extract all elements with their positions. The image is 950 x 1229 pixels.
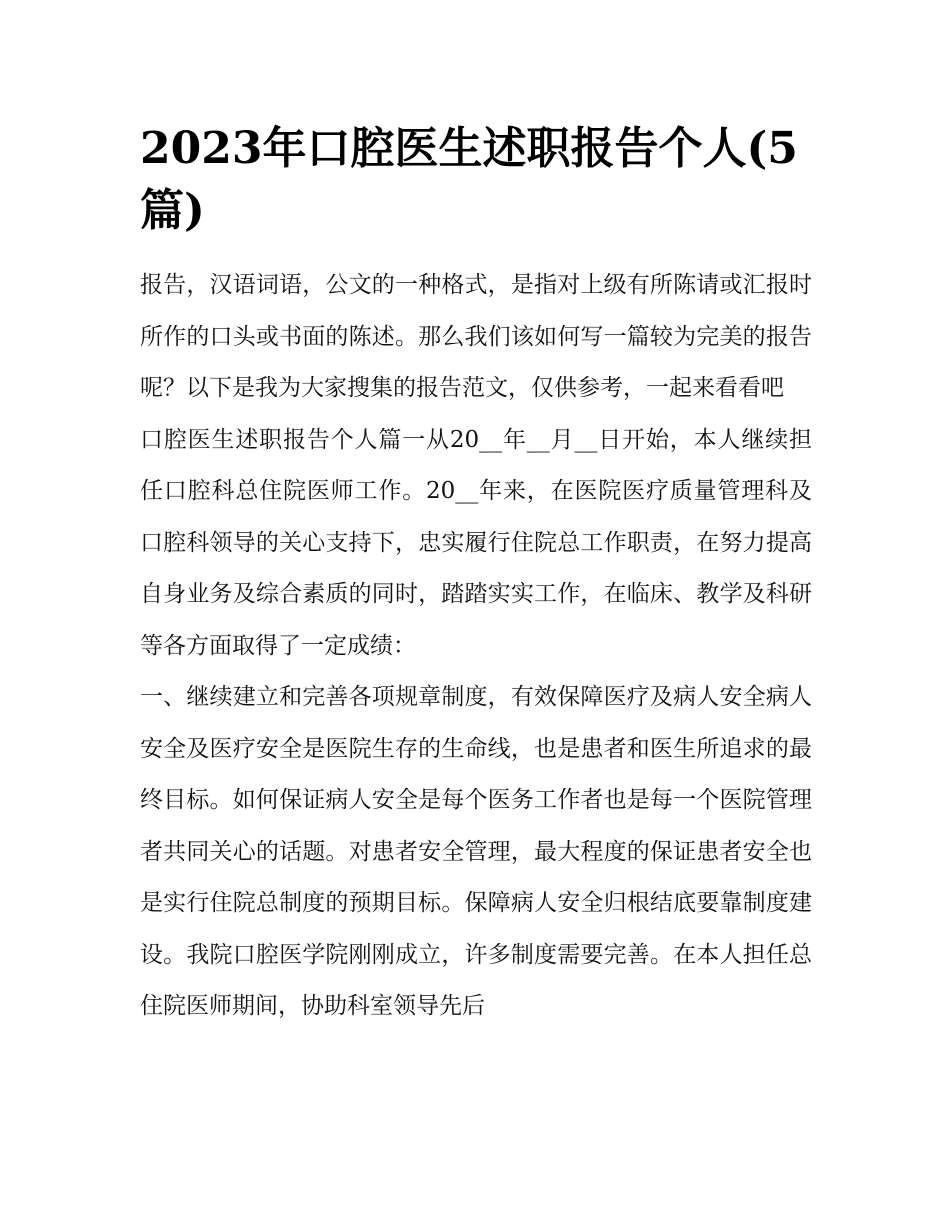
document-title: 2023年口腔医生述职报告个人(5篇) [140,123,798,236]
intro-paragraph: 报告，汉语词语，公文的一种格式，是指对上级有所陈请或汇报时所作的口头或书面的陈述。那么我们该如何写一篇较为完美的报告呢？以下是我为大家搜集的报告范文，仅供参考，一起来看看吧 [140,272,812,401]
document-page [140,118,812,1033]
section-one-paragraph: 一、继续建立和完善各项规章制度，有效保障医疗及病人安全病人安全及医疗安全是医院生存的生命线，也是患者和医生所追求的最终目标。如何保证病人安全是每个医务工作者也是每一个医院管理者共同关心的话题。对患者安全管理，最大程度的保证患者安全也是实行住院总制度的预期目标。保障病人安全归根结底要靠制度建设。我院口腔医学院刚刚成立，许多制度需要完善。在本人担任总住院医师期间，协助科室领导先后 [140,684,812,1019]
article-one-paragraph: 口腔医生述职报告个人篇一从20__年__月__日开始，本人继续担任口腔科总住院医师工作。20__年来，在医院医疗质量管理科及口腔科领导的关心支持下，忠实履行住院总工作职责，在努力提高自身业务及综合素质的同时，踏踏实实工作，在临床、教学及科研等各方面取得了一定成绩： [140,426,812,659]
